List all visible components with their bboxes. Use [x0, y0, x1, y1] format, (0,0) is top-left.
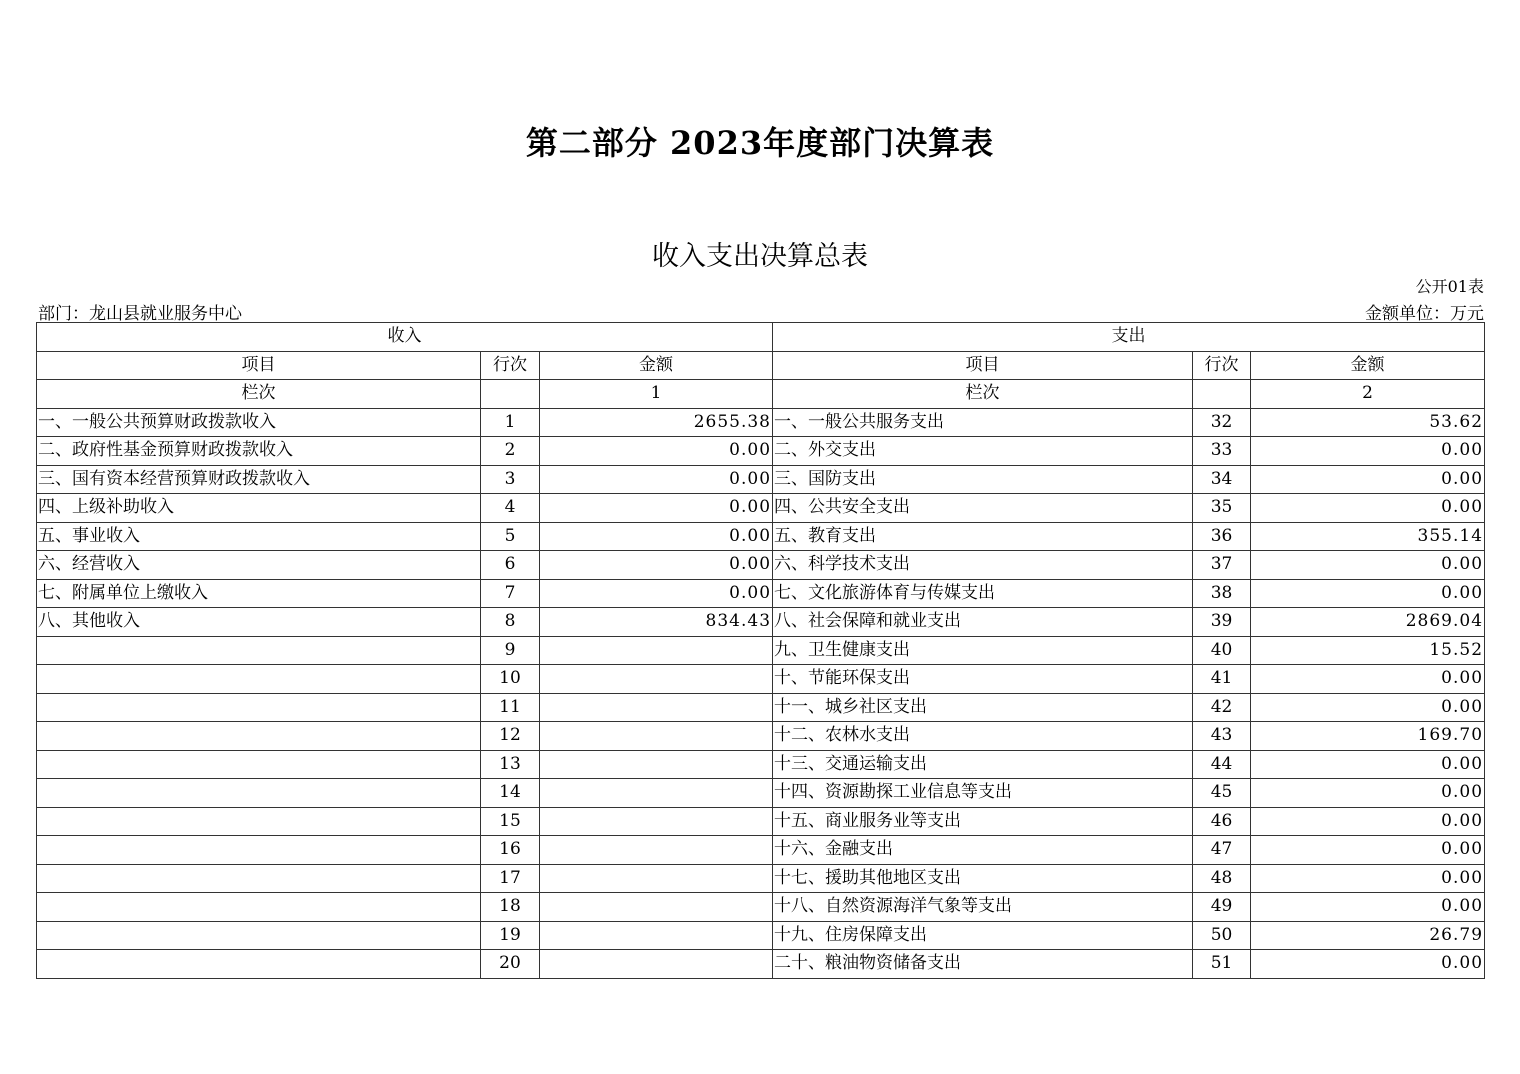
expense-row-no-cell: 49 [1193, 893, 1251, 922]
expense-amount-cell: 0.00 [1251, 551, 1485, 580]
income-amount-cell [540, 722, 773, 751]
expense-item-cell: 四、公共安全支出 [773, 494, 1193, 523]
income-item-cell [37, 779, 481, 808]
income-row-no-cell: 16 [481, 836, 540, 865]
income-amount-cell [540, 693, 773, 722]
expense-item-header: 项目 [773, 351, 1193, 380]
expense-amount-cell: 0.00 [1251, 893, 1485, 922]
table-row [37, 722, 1485, 751]
expense-row-no-cell: 41 [1193, 665, 1251, 694]
income-row-no-cell: 12 [481, 722, 540, 751]
income-amount-cell: 0.00 [540, 579, 773, 608]
income-amount-cell [540, 779, 773, 808]
income-column-order-empty [481, 380, 540, 409]
income-row-no-cell: 11 [481, 693, 540, 722]
expense-row-no-cell: 35 [1193, 494, 1251, 523]
table-row [37, 608, 1485, 637]
expense-row-no-cell: 47 [1193, 836, 1251, 865]
expense-amount-cell: 0.00 [1251, 950, 1485, 979]
expense-amount-cell: 169.70 [1251, 722, 1485, 751]
income-row-no-header: 行次 [481, 351, 540, 380]
expense-row-no-cell: 50 [1193, 921, 1251, 950]
expense-item-cell: 十四、资源勘探工业信息等支出 [773, 779, 1193, 808]
department-label: 部门：龙山县就业服务中心 [38, 304, 242, 324]
table-row [37, 921, 1485, 950]
header-row-sections [37, 323, 1485, 352]
expense-amount-cell: 0.00 [1251, 750, 1485, 779]
income-item-cell: 六、经营收入 [37, 551, 481, 580]
expense-row-no-cell: 46 [1193, 807, 1251, 836]
income-item-cell: 七、附属单位上缴收入 [37, 579, 481, 608]
table-row [37, 579, 1485, 608]
income-row-no-cell: 20 [481, 950, 540, 979]
expense-row-no-cell: 43 [1193, 722, 1251, 751]
expense-amount-cell: 0.00 [1251, 864, 1485, 893]
table-row [37, 408, 1485, 437]
income-row-no-cell: 9 [481, 636, 540, 665]
expense-amount-cell: 53.62 [1251, 408, 1485, 437]
expense-row-no-cell: 44 [1193, 750, 1251, 779]
income-row-no-cell: 10 [481, 665, 540, 694]
income-amount-cell: 0.00 [540, 437, 773, 466]
table-row [37, 551, 1485, 580]
expense-amount-cell: 26.79 [1251, 921, 1485, 950]
income-row-no-cell: 6 [481, 551, 540, 580]
expense-item-cell: 二、外交支出 [773, 437, 1193, 466]
income-row-no-cell: 1 [481, 408, 540, 437]
expense-amount-cell: 0.00 [1251, 494, 1485, 523]
income-item-header: 项目 [37, 351, 481, 380]
income-item-cell: 三、国有资本经营预算财政拨款收入 [37, 465, 481, 494]
expense-row-no-cell: 42 [1193, 693, 1251, 722]
expense-item-cell: 十八、自然资源海洋气象等支出 [773, 893, 1193, 922]
expense-item-cell: 一、一般公共服务支出 [773, 408, 1193, 437]
income-amount-header: 金额 [540, 351, 773, 380]
table-title: 收入支出决算总表 [652, 241, 868, 272]
income-row-no-cell: 18 [481, 893, 540, 922]
expense-amount-cell: 0.00 [1251, 779, 1485, 808]
table-row [37, 893, 1485, 922]
income-item-cell [37, 921, 481, 950]
income-row-no-cell: 3 [481, 465, 540, 494]
expense-item-cell: 十一、城乡社区支出 [773, 693, 1193, 722]
expense-item-cell: 二十、粮油物资储备支出 [773, 950, 1193, 979]
table-row [37, 807, 1485, 836]
expense-amount-cell: 355.14 [1251, 522, 1485, 551]
income-item-cell: 四、上级补助收入 [37, 494, 481, 523]
expense-amount-cell: 0.00 [1251, 836, 1485, 865]
expense-item-cell: 八、社会保障和就业支出 [773, 608, 1193, 637]
income-item-cell: 一、一般公共预算财政拨款收入 [37, 408, 481, 437]
expense-row-no-cell: 32 [1193, 408, 1251, 437]
income-item-cell [37, 864, 481, 893]
income-column-order-label: 栏次 [37, 380, 481, 409]
expense-column-number: 2 [1251, 380, 1485, 409]
income-item-cell [37, 950, 481, 979]
table-row [37, 522, 1485, 551]
income-row-no-cell: 13 [481, 750, 540, 779]
table-row [37, 494, 1485, 523]
expense-column-order-label: 栏次 [773, 380, 1193, 409]
expense-item-cell: 六、科学技术支出 [773, 551, 1193, 580]
table-row [37, 665, 1485, 694]
expense-row-no-cell: 40 [1193, 636, 1251, 665]
expense-row-no-cell: 37 [1193, 551, 1251, 580]
expense-row-no-cell: 48 [1193, 864, 1251, 893]
income-amount-cell: 834.43 [540, 608, 773, 637]
income-amount-cell [540, 921, 773, 950]
income-row-no-cell: 8 [481, 608, 540, 637]
expense-item-cell: 三、国防支出 [773, 465, 1193, 494]
expense-amount-cell: 0.00 [1251, 579, 1485, 608]
income-row-no-cell: 2 [481, 437, 540, 466]
income-header: 收入 [37, 323, 773, 352]
table-row [37, 636, 1485, 665]
income-item-cell: 八、其他收入 [37, 608, 481, 637]
income-item-cell [37, 665, 481, 694]
expense-item-cell: 十六、金融支出 [773, 836, 1193, 865]
table-code: 公开01表 [1415, 277, 1484, 296]
table-row [37, 437, 1485, 466]
table-row [37, 950, 1485, 979]
table-row [37, 864, 1485, 893]
income-amount-cell [540, 836, 773, 865]
expense-item-cell: 九、卫生健康支出 [773, 636, 1193, 665]
income-amount-cell [540, 750, 773, 779]
income-row-no-cell: 14 [481, 779, 540, 808]
expense-header: 支出 [773, 323, 1485, 352]
expense-row-no-header: 行次 [1193, 351, 1251, 380]
expense-amount-cell: 0.00 [1251, 465, 1485, 494]
income-expense-table [36, 322, 1485, 979]
income-item-cell: 二、政府性基金预算财政拨款收入 [37, 437, 481, 466]
income-amount-cell: 2655.38 [540, 408, 773, 437]
income-amount-cell: 0.00 [540, 522, 773, 551]
amount-unit-label: 金额单位：万元 [1365, 304, 1484, 324]
income-item-cell [37, 636, 481, 665]
income-item-cell: 五、事业收入 [37, 522, 481, 551]
income-row-no-cell: 15 [481, 807, 540, 836]
income-amount-cell [540, 665, 773, 694]
table-row [37, 779, 1485, 808]
expense-row-no-cell: 34 [1193, 465, 1251, 494]
income-row-no-cell: 7 [481, 579, 540, 608]
income-item-cell [37, 893, 481, 922]
expense-amount-cell: 0.00 [1251, 807, 1485, 836]
expense-amount-cell: 0.00 [1251, 693, 1485, 722]
income-item-cell [37, 722, 481, 751]
income-item-cell [37, 836, 481, 865]
page-title: 第二部分 2023年度部门决算表 [525, 124, 995, 162]
expense-amount-cell: 0.00 [1251, 665, 1485, 694]
table-row [37, 750, 1485, 779]
table-row [37, 836, 1485, 865]
income-item-cell [37, 807, 481, 836]
expense-row-no-cell: 45 [1193, 779, 1251, 808]
expense-row-no-cell: 51 [1193, 950, 1251, 979]
expense-amount-cell: 15.52 [1251, 636, 1485, 665]
expense-amount-cell: 0.00 [1251, 437, 1485, 466]
income-amount-cell: 0.00 [540, 551, 773, 580]
income-amount-cell [540, 950, 773, 979]
expense-amount-cell: 2869.04 [1251, 608, 1485, 637]
income-row-no-cell: 19 [481, 921, 540, 950]
income-amount-cell [540, 864, 773, 893]
expense-item-cell: 十七、援助其他地区支出 [773, 864, 1193, 893]
income-row-no-cell: 5 [481, 522, 540, 551]
header-row-columns [37, 351, 1485, 380]
expense-row-no-cell: 39 [1193, 608, 1251, 637]
header-row-column-order [37, 380, 1485, 409]
expense-item-cell: 十、节能环保支出 [773, 665, 1193, 694]
expense-row-no-cell: 36 [1193, 522, 1251, 551]
expense-item-cell: 十三、交通运输支出 [773, 750, 1193, 779]
expense-item-cell: 五、教育支出 [773, 522, 1193, 551]
table-row [37, 693, 1485, 722]
income-amount-cell: 0.00 [540, 465, 773, 494]
income-amount-cell [540, 807, 773, 836]
income-row-no-cell: 4 [481, 494, 540, 523]
expense-item-cell: 十五、商业服务业等支出 [773, 807, 1193, 836]
expense-column-order-empty [1193, 380, 1251, 409]
income-column-number: 1 [540, 380, 773, 409]
table-row [37, 465, 1485, 494]
expense-item-cell: 十九、住房保障支出 [773, 921, 1193, 950]
income-item-cell [37, 750, 481, 779]
expense-row-no-cell: 38 [1193, 579, 1251, 608]
expense-amount-header: 金额 [1251, 351, 1485, 380]
expense-row-no-cell: 33 [1193, 437, 1251, 466]
income-item-cell [37, 693, 481, 722]
expense-item-cell: 十二、农林水支出 [773, 722, 1193, 751]
income-row-no-cell: 17 [481, 864, 540, 893]
income-amount-cell: 0.00 [540, 494, 773, 523]
income-amount-cell [540, 636, 773, 665]
income-amount-cell [540, 893, 773, 922]
expense-item-cell: 七、文化旅游体育与传媒支出 [773, 579, 1193, 608]
